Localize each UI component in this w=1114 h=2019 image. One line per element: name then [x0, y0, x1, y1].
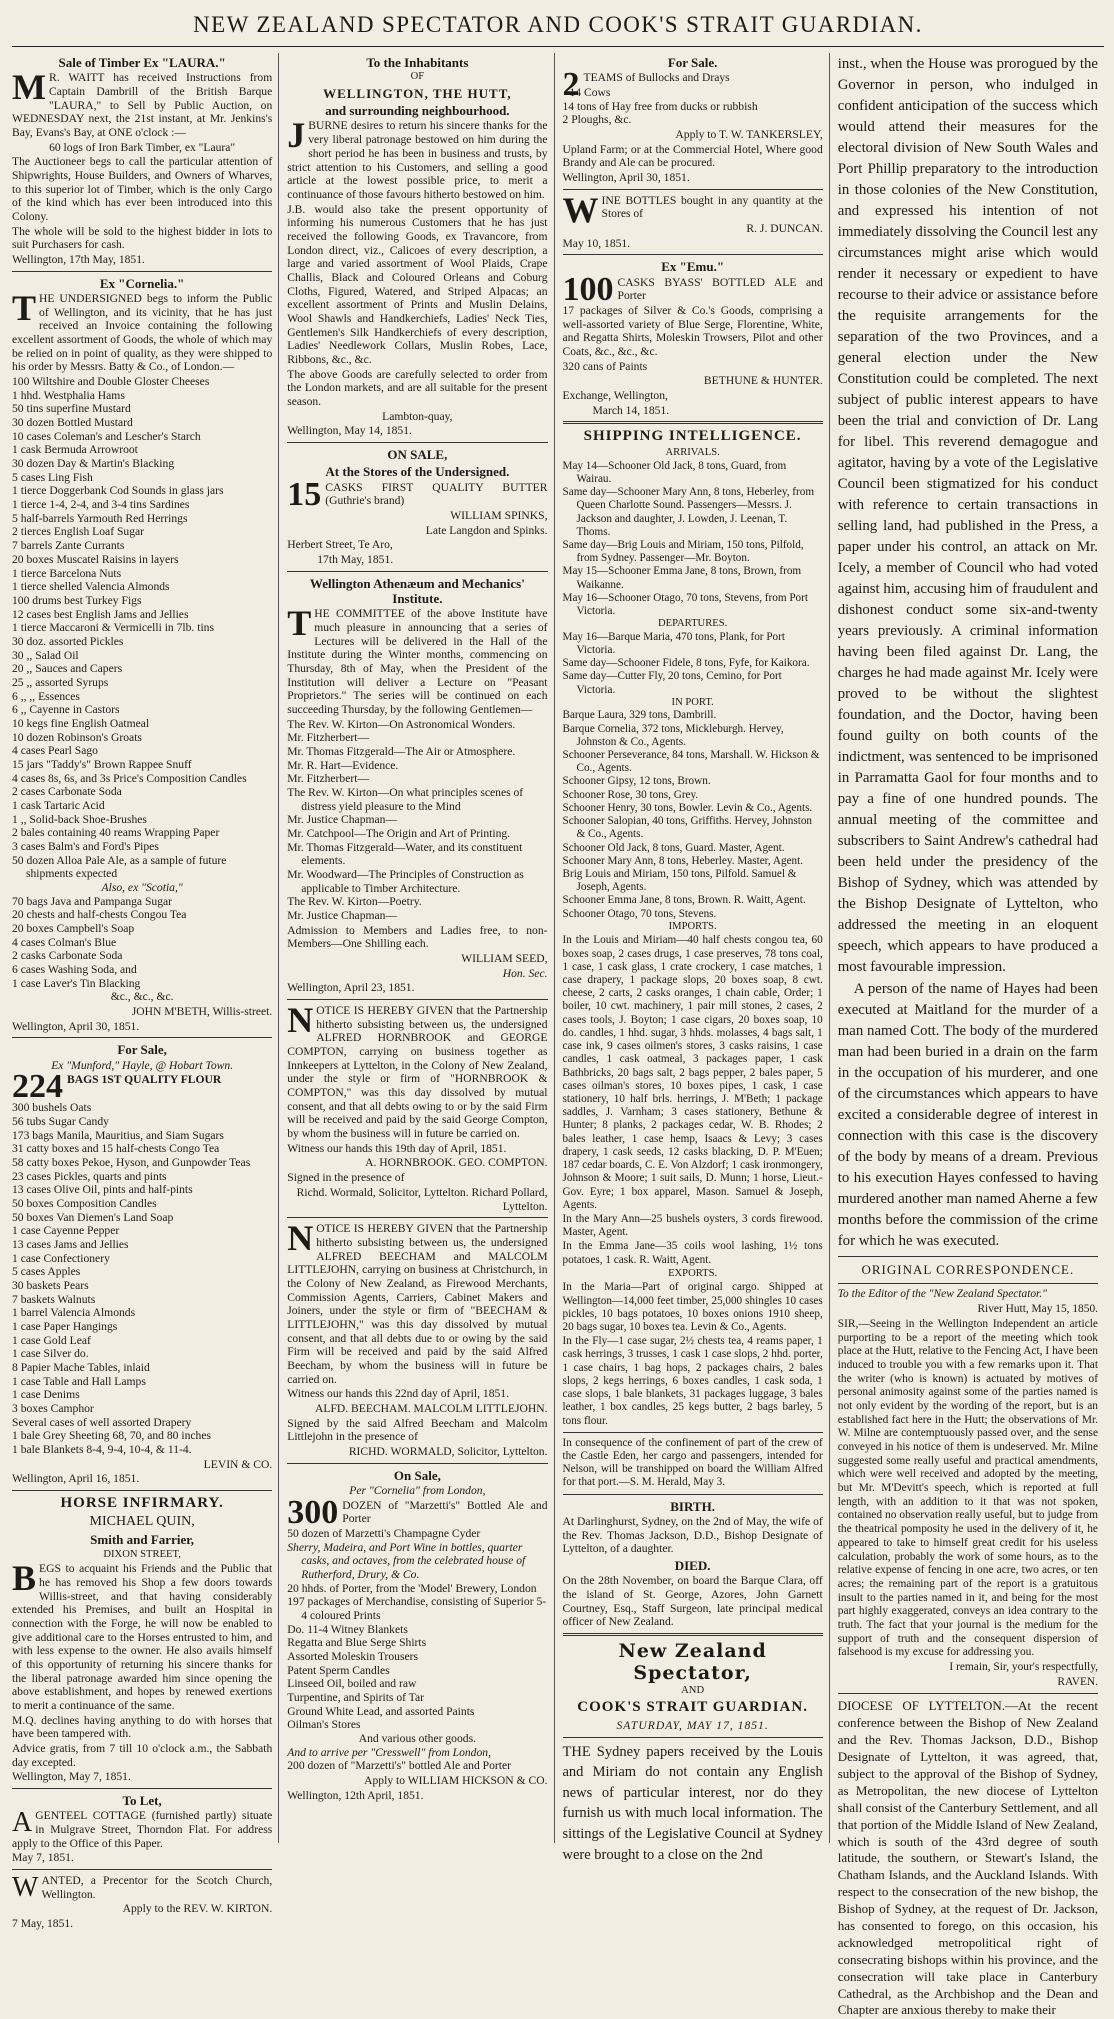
divider — [12, 1869, 272, 1870]
divider — [12, 1037, 272, 1038]
ad-headline: DOZEN of "Marzetti's" Bottled Ale and Porter — [342, 1498, 548, 1526]
list-item: 30 doz. assorted Pickles — [12, 634, 124, 648]
shipping-entry: Same day—Brig Louis and Miriam, 150 tons, Pilfold, from Sydney. Passenger—Mr. Boyton. — [562, 538, 804, 565]
list-item: 1 case Silver do. — [12, 1347, 89, 1361]
ad-signature: Hon. Sec. — [502, 966, 548, 980]
ad-date: Wellington, April 23, 1851. — [287, 981, 415, 995]
ad-date: May 10, 1851. — [562, 236, 631, 250]
paper-editorial — [563, 1640, 823, 1865]
list-item: 6 ,, ,, Essences — [12, 689, 80, 703]
ad-subtitle: and surrounding neighbourhood. — [325, 103, 510, 119]
lecture-list — [287, 718, 547, 923]
divider — [287, 999, 547, 1000]
drop-cap: W — [12, 1871, 39, 1903]
shipping-entry: May 16—Schooner Otago, 70 tons, Stevens, from Port Victoria. — [562, 591, 808, 618]
subsection-title: IMPORTS. — [668, 920, 717, 932]
ad-headline: CASKS BYASS' BOTTLED ALE and Porter — [617, 275, 823, 303]
paper-and: AND — [681, 1684, 705, 1696]
ad-body: 17 packages of Silver & Co.'s Goods, comprising a well-assorted variety of Blue Serge, Florentine, White, and Regatta Shirts, Moleskin Trowsers, Pilot and other Coats, &c., &c., &c. — [562, 304, 823, 359]
ad-body: The above Goods are carefully selected to order from the London markets, and are all suitable for the present season. — [287, 367, 548, 408]
list-item: Linseed Oil, boiled and raw — [287, 1677, 417, 1691]
divider — [563, 1737, 823, 1738]
list-item: 1 case Confectionery — [12, 1251, 110, 1265]
ad-body: INE BOTTLES bought in any quantity at the Stores of — [601, 193, 823, 221]
list-item: 56 tubs Sugar Candy — [12, 1115, 109, 1129]
list-item: 2 bales containing 40 reams Wrapping Paper — [12, 826, 220, 840]
shipping-entry: Brig Louis and Miriam, 150 tons, Pilfold. Samuel & Joseph, Agents. — [562, 867, 797, 894]
list-item: Mr. Justice Chapman— — [287, 909, 398, 923]
notice-names: ALFD. BEECHAM. MALCOLM LITTLEJOHN. — [314, 1401, 548, 1415]
list-item: 1 bale Grey Sheeting 68, 70, and 80 inches — [12, 1429, 211, 1443]
ad-date: Wellington, May 14, 1851. — [287, 424, 412, 438]
divider — [287, 442, 547, 443]
ad-headline: BAGS 1ST QUALITY FLOUR — [67, 1073, 222, 1087]
list-item: 10 cases Coleman's and Lescher's Starch — [12, 429, 201, 443]
list-item: 70 bags Java and Pampanga Sugar — [12, 894, 173, 908]
ad-of: OF — [410, 71, 425, 83]
list-item: 1 case Paper Hangings — [12, 1320, 118, 1334]
list-item: 2 tierces English Loaf Sugar — [12, 525, 145, 539]
shipping-entry: May 14—Schooner Old Jack, 8 tons, Guard, from Wairau. — [562, 459, 787, 485]
diocese-article: DIOCESE OF LYTTELTON.—At the recent conference between the Bishop of New Zealand and the Rev. Thomas Jackson, D.D., Bishop Designate of Lyttelton, it was agreed, that, subject to the approval of the Bishop of Sydney, as Metropolitan, the new diocese of Lyttelton shall consist of the Canterbury Settlement, and all that portion of the Middle Island of New Zealand, which is south of the 43rd degree of south latitude, the southern, or Stewart's Island, the Chatham Islands, and the Auckland Islands. With respect to the consecration of the new bishop, the Bishop of Sydney, at the request of Dr. Jackson, has consented to forego, on this occasion, his acknowledged metropolitical right of consecrating bishops within his province, and the consecration will take place in Canterbury Cathedral, as the Archbishop and the Dean and Chapter are anxious thereby to make their — [837, 1698, 1098, 2018]
ad-apply: Apply to T. W. TANKERSLEY, — [675, 128, 823, 142]
ad-date: March 14, 1851. — [592, 403, 670, 417]
list-item: Mr. Thomas Fitzgerald—The Air or Atmosphere. — [287, 745, 516, 758]
drop-cap: N — [287, 1218, 314, 1259]
ad-title: Sale of Timber Ex "LAURA." — [58, 55, 226, 70]
list-item: 100 Wiltshire and Double Gloster Cheeses — [12, 375, 210, 389]
ad-name: MICHAEL QUIN, — [89, 1513, 195, 1529]
list-item: 7 barrels Zante Currants — [12, 539, 125, 553]
list-item: Sherry, Madeira, and Port Wine in bottles, quarter casks, and octaves, from the celebrated house of Rutherford, Drury, & Co. — [287, 1540, 526, 1581]
drop-cap: T — [12, 288, 37, 329]
ad-quantity: 224 — [12, 1068, 63, 1106]
birth-notice — [563, 1499, 823, 1556]
ad-cottage — [12, 1793, 272, 1865]
ad-body: The whole will be sold to the highest bidder in lots to suit Purchasers for cash. — [12, 224, 273, 252]
ad-wine-bottles — [562, 189, 823, 251]
list-item: Assorted Moleskin Trousers — [287, 1649, 419, 1663]
list-item: 4 cases 8s, 6s, and 3s Price's Composition Candles — [12, 771, 247, 785]
divider — [12, 271, 272, 272]
list-item: 50 boxes Van Diemen's Land Soap — [12, 1210, 174, 1224]
ad-title: Ex "Emu." — [661, 259, 725, 275]
list-item: 31 catty boxes and 15 half-chests Congo Tea — [12, 1142, 220, 1156]
ad-burne — [287, 55, 547, 438]
list-item: 6 ,, Cayenne in Castors — [12, 703, 120, 717]
column-3 — [562, 53, 830, 1863]
list-item: Mr. Catchpool—The Origin and Art of Printing. — [287, 827, 511, 841]
subsection-title: IN PORT. — [671, 696, 714, 708]
list-item: Mr. Woodward—The Principles of Construction as applicable to Timber Architecture. — [287, 868, 524, 895]
ad-body: Upland Farm; or at the Commercial Hotel, Where good Brandy and Ale can be procured. — [562, 142, 823, 170]
list-item: 3 boxes Camphor — [12, 1402, 94, 1416]
list-item: 5 cases Apples — [12, 1265, 81, 1279]
list-item: The Rev. W. Kirton—Poetry. — [287, 895, 422, 909]
ad-title: ON SALE, — [387, 446, 448, 462]
list-item: And various other goods. — [358, 1732, 476, 1746]
divider — [563, 254, 823, 255]
goods-list — [287, 1527, 547, 1773]
paper-name: New Zealand Spectator, — [618, 1639, 767, 1685]
divider — [563, 1633, 823, 1636]
list-item: 1 barrel Valencia Almonds — [12, 1306, 136, 1320]
drop-cap: B — [12, 1558, 37, 1599]
ad-signature: JOHN M'BETH, Willis-street. — [131, 1005, 273, 1018]
shipping-text: In the Louis and Miriam—40 half chests congou tea, 60 boxes soap, 2 cases drugs, 1 case preserves, 78 tons coal, 1 case, 1 cask glass, 1 crate crockery, 1 case matches, 1 case drapery, 1 package slops, 20 boxes soap, 8 cwt. cheese, 2 carts, 2 casks oranges, 1 chain cable, Order; 1 boiler, 10 cwt. machinery, 1 pair mill stones, 2 cases, 2 cases tools, J. Boyton; 1 case cigars, 20 boxes soap, 10 do. candles, 1 hhd. sugar, 3 hhds. molasses, 4 bags salt, 1 case ink, 9 cases oilmen's stores, 3 casks raisins, 1 case candles, 1 cask oatmeal, 3 packages paper, 1 cask Bathbricks, 20 bags salt, 2 bags pepper, 2 bales paper, 5 cases oilman's stores, 10 boxes pipes, 1 cask, 1 case stationery, 10 half brls. herrings, J. M'Beth; 1 package saddles, J. Varnham; 3 cases stationery, Bethune & Hunter; 8 planks, 2 packages cedar, W. B. Rhodes; 2 bales leather, 1 case hemp, Isaacs & Levy; 3 cases drapery, 1 cask seeds, 12 casks blacking, D. P. M'Euen; 187 cedar boards, C. E. Von Alzdorf; 1 cask ironmongery, Johnson & Moore; 1 suit sails, D. Munn; 1 horse, Lieut.-Gov. Eyre; 1 box apparel, Mason. Samuel & Joseph, Agents. — [562, 934, 823, 1211]
list-item: 10 dozen Robinson's Groats — [12, 730, 142, 744]
shipping-entry: Schooner Rose, 30 tons, Grey. — [562, 788, 699, 801]
subsection-title: DEPARTURES. — [657, 618, 728, 630]
list-item: Do. 11-4 Witney Blankets — [287, 1622, 408, 1636]
list-item: 50 tins superfine Mustard — [12, 402, 131, 416]
list-item: Regatta and Blue Serge Shirts — [287, 1636, 427, 1650]
list-item: Mr. Fitzherbert— — [287, 731, 370, 745]
list-item: Turpentine, and Spirits of Tar — [287, 1691, 424, 1704]
ad-body: J.B. would also take the present opportunity of informing his numerous Customers that he has just received the following Goods, ex Travancore, from London direct, viz., Calicoes of every description, a large and varied assortment of Wool Plaids, Crape Challis, Black and Coloured Orleans and Coburg Cloths, Figured, Watered, and Striped Alpacas; an excellent assortment of Prints and Muslin Delains, Wool Shawls and Handkerchiefs, Ladies' Neck Ties, Gentlemen's Silk Handkerchiefs of every description, Ladies' Needlework Collars, Muslin Robes, Lace, Ribbons, &c., &c. — [287, 202, 548, 366]
list-item: 173 bags Manila, Mauritius, and Siam Sugars — [12, 1128, 224, 1142]
list-item: 1 case Table and Hall Lamps — [12, 1374, 146, 1388]
ad-line: 320 cans of Paints — [562, 359, 648, 373]
ad-flour — [12, 1042, 272, 1486]
ad-title: On Sale, — [393, 1467, 441, 1483]
goods-list — [12, 375, 272, 1004]
ad-date: May 7, 1851. — [12, 1851, 74, 1865]
list-item: 200 dozen of "Marzetti's" bottled Ale and Porter — [287, 1759, 511, 1773]
ad-butter — [287, 447, 547, 567]
list-item: 1 tierce shelled Valencia Almonds — [12, 580, 170, 594]
ad-athenaeum — [287, 576, 547, 995]
list-item: The Rev. W. Kirton—On Astronomical Wonders. — [287, 717, 516, 731]
divider — [12, 1490, 272, 1491]
goods-list — [563, 86, 823, 127]
divider — [838, 1693, 1098, 1694]
list-item: Mr. Justice Chapman— — [287, 813, 398, 827]
list-item: 23 cases Pickles, quarts and pints — [12, 1169, 167, 1183]
list-item: 15 jars "Taddy's" Brown Rappee Snuff — [12, 757, 192, 771]
notice-body: On the 28th November, on board the Barque Clara, off the island of St. George, Azores, John Garnett Courtney, Esq., Staff Surgeon, late principal medical officer of New Zealand. — [562, 1574, 823, 1629]
list-item: Ground White Lead, and assorted Paints — [287, 1704, 475, 1718]
shipping-entry: Schooner Old Jack, 8 tons, Guard. Master, Agent. — [562, 841, 785, 854]
list-item: 12 cases best English Jams and Jellies — [12, 607, 189, 621]
drop-cap: N — [287, 1000, 314, 1041]
notice-names: A. HORNBROOK. GEO. COMPTON. — [365, 1156, 548, 1170]
ad-headline: CASKS FIRST QUALITY BUTTER (Guthrie's brand) — [325, 480, 548, 508]
ad-date: 17th May, 1851. — [317, 552, 394, 566]
letter-signature: RAVEN. — [1057, 1675, 1098, 1688]
column-4 — [837, 53, 1104, 2018]
death-notice — [563, 1558, 823, 1629]
ad-signature: WILLIAM SPINKS, — [450, 508, 548, 522]
list-item: 300 bushels Oats — [12, 1101, 92, 1115]
list-item: 5 cases Ling Fish — [12, 470, 93, 484]
list-item: 50 dozen of Marzetti's Champagne Cyder — [287, 1526, 481, 1540]
divider — [563, 421, 823, 424]
subsection-title: EXPORTS. — [668, 1267, 718, 1279]
shipping-text: In the Mary Ann—25 bushels oysters, 3 cords firewood. Master, Agent. — [562, 1212, 823, 1239]
letter-close: I remain, Sir, your's respectfully, — [949, 1661, 1098, 1674]
ad-date: 7 May, 1851. — [12, 1916, 74, 1930]
list-item: 1 case Gold Leaf — [12, 1333, 91, 1347]
ad-date: Wellington, 17th May, 1851. — [12, 253, 145, 267]
ad-address: Lambton-quay, — [382, 409, 453, 423]
notice-body: OTICE IS HEREBY GIVEN that the Partnership hitherto subsisting between us, the undersigned ALFRED BEECHAM and MALCOLM LITTLEJOHN, carrying on business at Christchurch, in the Colony of New Zealand, as Firewood Merchants, Commission Agents, Carriers, Cabinet Makers and Joiners, under the style or firm of "BEECHAM & LITTLEJOHN," was this day dissolved by mutual consent, and that all debts due to or owing by the said Firm will be received and paid by the said Alfred Beecham, by whom the business will in future be carried on. — [287, 1222, 548, 1386]
list-item: Patent Sperm Candles — [287, 1663, 390, 1677]
divider — [287, 1217, 547, 1218]
ad-date: Wellington, April 30, 1851. — [12, 1019, 140, 1033]
list-item: 20 ,, Sauces and Capers — [12, 662, 123, 676]
columns — [12, 53, 1104, 2018]
ad-body: HE COMMITTEE of the above Institute have much pleasure in announcing that a series of Lectures will be delivered in the Hall of the Institute during the Winter months, commencing on Thursday, 8th of May, when the President of the Institution will deliver a Lecture on "Peasant Proprietors." The series will be continued on each succeeding Thursday, by the following Gentlemen— — [287, 607, 548, 716]
notice-signed: Signed in the presence of — [287, 1171, 405, 1185]
ad-date: Wellington, April 16, 1851. — [12, 1472, 140, 1486]
ad-quantity: 2 — [562, 66, 580, 104]
masthead: NEW ZEALAND SPECTATOR AND COOK'S STRAIT GUARDIAN. — [193, 12, 923, 37]
shipping-entry: Barque Cornelia, 372 tons, Mickleburgh. Hervey, Johnston & Co., Agents. — [562, 722, 784, 748]
list-item: Also, ex "Scotia," — [101, 880, 183, 894]
ad-date: Wellington, 12th April, 1851. — [287, 1788, 424, 1802]
shipping-entry: Schooner Emma Jane, 8 tons, Brown. R. Waitt, Agent. — [562, 894, 806, 907]
ad-subtitle: At the Stores of the Undersigned. — [325, 464, 510, 480]
ad-title: For Sale. — [667, 55, 718, 70]
list-item: Mr. Fitzherbert— — [287, 772, 370, 786]
notice-witness: Witness our hands this 19th day of April, 1851. — [287, 1141, 507, 1155]
ad-quantity: 100 — [562, 270, 614, 308]
column-1 — [12, 53, 279, 1930]
ad-subtitle: Per "Cornelia" from London, — [349, 1483, 486, 1497]
shipping-text: In the Maria—Part of original cargo. Shipped at Wellington—14,000 feet timber, 25,000 shingles 10 cases pickles, 10 bags potatoes, 10 boxes onions 1910 sheep, 20 bags sugar, 10 boxes tea. Levin & Co., Agents. — [562, 1281, 823, 1333]
ad-quantity: 300 — [287, 1493, 339, 1531]
shipping-text: In the Fly—1 case sugar, 2½ chests tea, 4 reams paper, 1 cask herrings, 3 trusses, 1 cask 1 case slops, 2 hhd. porter, 1 case chairs, 1 bag hops, 2 packages chairs, 2 bales slops, 2 kegs herrings, 6 boxes candles, 1 cask soda, 1 case slops, 1 bale blankets, 31 packages luggage, 3 bales leather, 1 box candles, 25 kegs butter, 2 bags barley, 5 tons flour. — [562, 1335, 823, 1427]
divider — [563, 1432, 823, 1433]
shipping-entry: Schooner Salopian, 40 tons, Griffiths. Hervey, Johnston & Co., Agents. — [562, 815, 813, 841]
list-item: 1 ,, Solid-back Shoe-Brushes — [12, 812, 147, 826]
ad-body: ANTED, a Precentor for the Scotch Church, Wellington. — [41, 1873, 273, 1901]
letter-body: SIR,—Seeing in the Wellington Independent an article purporting to be a report of the meeting which took place at the Hutt, relative to the Fencing Act, I have been induced to trouble you with a few remarks upon it. That the writer (who is known) is actuated by motives of personal animosity against some of the parties named is not only evident by the wording of the report, but is an established fact here in the Hutt; the observations of Mr. W. Milne are contemptuously passed over, and the sense conveyed in his notice of them is undeserved. Mr. Milne suggested some really useful and practical amendments, which were well received and adopted by the meeting, but Mr. M'Devitt's speech, which is reported at full length, with an addition to it that was not spoken, contained no observation really useful, but to judge from the theatrical pomposity he used in the delivery of it, he appeared to take to himself great credit for his useless calculation, probably the work of some hours, as to the relative expense of fencing in one acre, two acres, or ten acres; the remaining part of the report is a gratuitous insult to the parties named in it, and being for the most part highly exaggerated, conveys an idea contrary to the truth. The fact that your journal is the medium for the support of truth and the consequent dispersion of falsehood is my excuse for addressing you. — [837, 1317, 1098, 1659]
list-item: 1 hhd. Westphalia Hams — [12, 388, 125, 402]
list-item: 2 casks Carbonate Soda — [12, 949, 123, 963]
column-2 — [287, 53, 554, 1843]
shipping-entry: Barque Laura, 329 tons, Dambrill. — [562, 709, 717, 722]
ad-signature: WILLIAM SEED, — [461, 952, 548, 966]
ad-body: The Auctioneer begs to call the particular attention of Shipwrights, House Builders, and Owners of Wharves, to this superior lot of Timber, which is the only Cargo of the kind which has ever been introduced into this Colony. — [12, 155, 273, 224]
list-item: 1 case Cayenne Pepper — [12, 1224, 120, 1238]
issue-date: SATURDAY, MAY 17, 1851. — [616, 1718, 769, 1732]
drop-cap: A — [12, 1807, 33, 1839]
ad-title: To the Inhabitants — [366, 55, 469, 70]
list-item: 58 catty boxes Pekoe, Hyson, and Gunpowder Teas — [12, 1156, 251, 1170]
ad-body: BURNE desires to return his sincere thanks for the very liberal patronage bestowed on him during the short period he has been in business and trusts, by strict attention to his Customers, and selling a good article at the lowest possible price, to merit a continuance of those favours hitherto bestowed on him. — [287, 119, 548, 201]
editorial-body: A person of the name of Hayes had been executed at Maitland for the murder of a man named Cott. The body of the murdered man had been buried in a drain on the farm in the occupation of his murderer, and one of the circumstances which appears to have excited a considerable degree of interest in connection with this case is the discovery of the body by means of a dream. Previous to his execution Hayes confessed to having murdered another man named Aherne a few months before the commission of the crime for which he was executed. — [837, 981, 1098, 1249]
list-item: Oilman's Stores — [287, 1718, 361, 1732]
list-item: 1 cask Tartaric Acid — [12, 798, 105, 812]
editorial-body: inst., when the House was prorogued by the Governor in person, who indulged in confident anticipation of the success which would attend their measures for the electoral division of New South Wales and Port Phillip preparatory to the introduction in those colonies of the New Constitution, and expressed his intention of not immediately dissolving the Council lest any circumstances might arise which would render it necessary or expedient to have recourse to their advice or assistance before the requisite arrangements for the separation of the two Provinces, and a general election under the New Constitution could be completed. The next subject of public interest appears to have been the trial and conviction of Dr. Lang for libel. This reverend demagogue and agitator, having by a vote of the Legislative Council been stigmatized for his conduct with reference to certain transactions in selling land, had published in the Press, a paper under his control, an attack on Mr. Icely, a member of Council who had voted against him, accusing him of fraudulent and dishonest conduct some six-and-twenty years previously. A criminal information having been filed against Dr. Lang, the charges he had made against Mr. Icely were proved to be without the slightest foundation, and the Doctor, having been found guilty on both counts of the indictment, was sentenced to be imprisoned in Parramatta Gaol for four months and to pay a fine of one hundred pounds. The annual meeting of the committee and subscribers to Saint Andrew's cathedral had been held under the presidency of the Bishop of Sydney, which was attended by the Bishop Designate of Lyttelton, who addressed the meeting in an eloquent speech, which appears to have produced a most favourable impression. — [837, 56, 1098, 975]
list-item: 13 cases Olive Oil, pints and half-pints — [12, 1183, 193, 1197]
ad-signature: LEVIN & CO. — [203, 1457, 273, 1471]
ad-bullocks — [563, 55, 823, 185]
ad-subtitle: Ex "Munford," Hayle, @ Hobart Town. — [51, 1058, 234, 1072]
list-item: 6 cases Washing Soda, and — [12, 962, 137, 976]
list-item: 4 cases Colman's Blue — [12, 935, 117, 949]
divider — [563, 189, 823, 190]
shipping-entry: Same day—Cutter Fly, 20 tons, Cemino, for Port Victoria. — [562, 670, 782, 696]
list-item: 14 tons of Hay free from ducks or rubbish — [562, 99, 758, 113]
notice-witness: Witness our hands this 22nd day of April, 1851. — [287, 1387, 509, 1401]
ad-signature: BETHUNE & HUNTER. — [703, 374, 823, 388]
list-item: 20 hhds. of Porter, from the 'Model' Brewery, London — [287, 1581, 537, 1595]
ad-body: Advice gratis, from 7 till 10 o'clock a.m., the Sabbath day excepted. — [12, 1741, 273, 1769]
list-item: 8 Papier Mache Tables, inlaid — [12, 1361, 150, 1375]
list-item: 197 packages of Merchandise, consisting of Superior 5-4 coloured Prints — [287, 1595, 547, 1622]
notice-hornbrook-compton — [287, 1000, 548, 1213]
ad-marzetti — [287, 1468, 547, 1803]
ad-body: HE UNDERSIGNED begs to inform the Public of Wellington, and its vicinity, that he has just received an Invoice containing the following excellent assortment of Goods, the whole of which may be relied on in point of quality, as they were shipped to his order by Messrs. Batty & Co., of London.— — [12, 292, 273, 374]
list-item: 100 drums best Turkey Figs — [12, 593, 142, 607]
list-item: And to arrive per "Cresswell" from London, — [287, 1745, 491, 1759]
list-item: 1 tierce Doggerbank Cod Sounds in glass jars — [12, 484, 224, 498]
ad-title: Ex "Cornelia." — [99, 275, 185, 291]
list-item: 50 dozen Alloa Pale Ale, as a sample of future shipments expected — [12, 853, 227, 881]
ad-date: Wellington, May 7, 1851. — [12, 1770, 131, 1784]
section-title: ORIGINAL CORRESPONDENCE. — [861, 1262, 1075, 1277]
ad-body: M.Q. declines having anything to do with horses that have been tampered with. — [12, 1713, 273, 1741]
ad-emu — [563, 259, 823, 417]
ad-line: 60 logs of Iron Bark Timber, ex "Laura" — [49, 140, 236, 154]
shipping-entry: Schooner Gipsy, 12 tons, Brown. — [562, 775, 711, 788]
list-item: 4 cases Pearl Sago — [12, 744, 98, 758]
list-item: 3 cases Balm's and Ford's Pipes — [12, 839, 159, 853]
list-item: 13 cases Jams and Jellies — [12, 1238, 129, 1252]
subsection-title: ARRIVALS. — [665, 447, 720, 459]
shipping-entry: Schooner Henry, 30 tons, Bowler. Levin & Co., Agents. — [562, 801, 813, 814]
list-item: 20 boxes Muscatel Raisins in layers — [12, 552, 179, 566]
list-item: 14 Cows — [569, 86, 611, 99]
list-item: 1 bale Blankets 8-4, 9-4, 10-4, & 11-4. — [12, 1443, 192, 1457]
divider — [838, 1283, 1098, 1284]
ad-body: GENTEEL COTTAGE (furnished partly) situate in Mulgrave Street, Thorndon Flat. For address apply to the Office of this Paper. — [12, 1809, 273, 1850]
ad-body: Admission to Members and Ladies free, to non-Members—One Shilling each. — [287, 923, 548, 951]
list-item: 1 cask Bermuda Arrowroot — [12, 443, 138, 457]
list-item: Mr. Thomas Fitzgerald—Water, and its constituent elements. — [287, 840, 523, 868]
list-item: 10 kegs fine English Oatmeal — [12, 716, 150, 730]
shipping-entry: Schooner Mary Ann, 8 tons, Heberley. Master, Agent. — [562, 854, 804, 867]
letter — [838, 1288, 1098, 1689]
shipping-text: In consequence of the confinement of part of the crew of the Castle Eden, her cargo and passengers, intended for Nelson, will be transhipped on board the William Alfred for that port.—S. M. Herald, May 3. — [562, 1436, 823, 1489]
goods-list — [12, 1101, 272, 1456]
list-item: 1 tierce Maccaroni & Vermicelli in 7lb. tins — [12, 621, 214, 635]
list-item: 30 baskets Pears — [12, 1279, 89, 1293]
list-item: 20 chests and half-chests Congou Tea — [12, 908, 187, 922]
ad-body: EGS to acquaint his Friends and the Public that he has removed his Shop a few doors towards Willis-street, and that having considerably extended his Premises, and built an Hospital in connection with the Forge, he will now be enabled to give additional care to the Horses entrusted to him, and with less expense to the owner. He also avails himself of this opportunity of returning his sincere thanks for the liberal patronage awarded him since opening the above establishment, and hopes by renewed exertions to merit a continuance of the same. — [12, 1562, 273, 1712]
shipping-entry: Same day—Schooner Mary Ann, 8 tons, Heberley, from Queen Charlotte Sound. Passengers—Messrs. J. Jackson and daughter, J. Lowden, J. Leenan, T. Thoms. — [562, 486, 815, 538]
masthead-rule — [12, 46, 1104, 47]
ad-body: R. WAITT has received Instructions from Captain Dambrill of the British Barque "LAURA," to Sell by Public Auction, on WEDNESDAY next, the 21st instant, at Mr. Jenkins's Bay, Evans's Bay, at ONE o'clock :— — [12, 71, 273, 140]
ad-quantity: 15 — [287, 475, 322, 513]
section-title: DIED. — [674, 1557, 711, 1573]
list-item: 30 ,, Salad Oil — [12, 648, 79, 662]
list-item: 5 half-barrels Yarmouth Red Herrings — [12, 511, 188, 525]
shipping-text: In the Emma Jane—35 coils wool lashing, 1½ tons potatoes, 1 cask. R. Waitt, Agent. — [562, 1240, 823, 1266]
list-item: 7 baskets Walnuts — [12, 1292, 96, 1306]
shipping-entry: Schooner Otago, 70 tons, Stevens. — [562, 907, 717, 920]
divider — [563, 1494, 823, 1495]
ad-apply: Apply to the REV. W. KIRTON. — [122, 1902, 273, 1916]
ad-place: WELLINGTON, THE HUTT, — [323, 85, 512, 101]
notice-signed: Signed by the said Alfred Beecham and Malcolm Littlejohn in the presence of — [287, 1416, 548, 1444]
letter-to: To the Editor of the "New Zealand Spectator." — [837, 1288, 1047, 1301]
list-item: 1 tierce 1-4, 2-4, and 3-4 tins Sardines — [12, 498, 190, 512]
ad-trade: Smith and Farrier, — [90, 1532, 195, 1548]
ad-signature: Late Langdon and Spinks. — [425, 523, 548, 537]
ad-address: Exchange, Wellington, — [562, 389, 668, 403]
shipping-entry: Schooner Perseverance, 84 tons, Marshall. W. Hickson & Co., Agents. — [562, 749, 820, 775]
shipping-entry: May 16—Barque Maria, 470 tons, Plank, for Port Victoria. — [562, 630, 785, 656]
drop-cap: M — [12, 67, 46, 108]
ad-horse-infirmary — [12, 1495, 272, 1784]
list-item: 2 cases Carbonate Soda — [12, 785, 122, 799]
ad-address: Herbert Street, Te Aro, — [287, 538, 393, 552]
notice-witnesses: Richd. Wormald, Solicitor, Lyttelton. Richard Pollard, Lyttelton. — [296, 1185, 548, 1213]
ad-cornelia — [12, 276, 272, 1034]
ad-title: HORSE INFIRMARY. — [60, 1495, 224, 1512]
list-item: 30 dozen Day & Martin's Blacking — [12, 457, 175, 471]
shipping-entry: May 15—Schooner Emma Jane, 8 tons, Brown, from Waikanne. — [562, 565, 802, 591]
list-item: 50 boxes Composition Candles — [12, 1197, 157, 1211]
notice-beecham-littlejohn — [287, 1218, 548, 1458]
letter-place: River Hutt, May 15, 1850. — [977, 1303, 1098, 1316]
ad-precentor — [12, 1871, 273, 1931]
ad-laura — [12, 55, 272, 267]
drop-cap: J — [287, 115, 306, 156]
list-item: Mr. R. Hart—Evidence. — [287, 758, 399, 772]
list-item: 20 boxes Campbell's Soap — [12, 921, 135, 935]
list-item: 1 case Laver's Tin Blacking — [12, 976, 141, 990]
list-item: 30 dozen Bottled Mustard — [12, 416, 133, 430]
drop-cap: W — [562, 189, 599, 230]
ad-street: DIXON STREET, — [103, 1548, 181, 1560]
shipping-entry: Same day—Schooner Fidele, 8 tons, Fyfe, for Kaikora. — [562, 657, 810, 670]
ad-signature: R. J. DUNCAN. — [746, 222, 823, 236]
editorial-body: THE Sydney papers received by the Louis and Miriam do not contain any English news of particular interest, nor do they furnish us with much local information. The sittings of the Legislative Council at Sydney were brought to a close on the 2nd — [562, 1743, 823, 1863]
shipping-intelligence — [563, 428, 823, 1489]
divider — [287, 571, 547, 572]
section-title: SHIPPING INTELLIGENCE. — [583, 428, 802, 445]
divider — [838, 1256, 1098, 1257]
section-title: BIRTH. — [670, 1498, 715, 1514]
notice-body: OTICE IS HEREBY GIVEN that the Partnership hitherto subsisting between us, the undersigned ALFRED HORNBROOK and GEORGE COMPTON, carrying on business together as Innkeepers at Lyttelton, in the Colony of New Zealand, under the style or firm of "HORNBROOK & COMPTON," was this day dissolved by mutual consent, and that all debts owing to or by the said Firm will be received and paid by the said George Compton, by whom the business will in future be carried on. — [287, 1004, 548, 1141]
list-item: Several cases of well assorted Drapery — [12, 1415, 192, 1429]
divider — [12, 1788, 272, 1789]
ad-title: For Sale, — [117, 1042, 167, 1058]
list-item: 1 tierce Barcelona Nuts — [12, 566, 122, 580]
list-item: 2 Ploughs, &c. — [562, 113, 632, 127]
divider — [287, 1463, 547, 1464]
ad-headline: TEAMS of Bullocks and Drays — [583, 71, 730, 85]
drop-cap: T — [287, 603, 312, 644]
list-item: The Rev. W. Kirton—On what principles scenes of distress yield pleasure to the Mind — [287, 786, 524, 813]
ad-title: Wellington Athenæum and Mechanics' Institute. — [309, 575, 525, 606]
notice-witnesses: RICHD. WORMALD, Solicitor, Lyttelton. — [348, 1444, 548, 1458]
list-item: 25 ,, assorted Syrups — [12, 675, 109, 689]
ad-date: Wellington, April 30, 1851. — [562, 171, 690, 185]
paper-name-2: COOK'S STRAIT GUARDIAN. — [577, 1699, 808, 1716]
ad-title: To Let, — [122, 1792, 162, 1808]
notice-body: At Darlinghurst, Sydney, on the 2nd of May, the wife of the Rev. Thomas Jackson, D.D., Bishop Designate of Lyttelton, of a daughter. — [562, 1514, 823, 1556]
ad-apply: Apply to WILLIAM HICKSON & CO. — [364, 1774, 548, 1788]
list-item: &c., &c., &c. — [110, 990, 174, 1004]
list-item: 1 case Denims — [12, 1388, 80, 1402]
